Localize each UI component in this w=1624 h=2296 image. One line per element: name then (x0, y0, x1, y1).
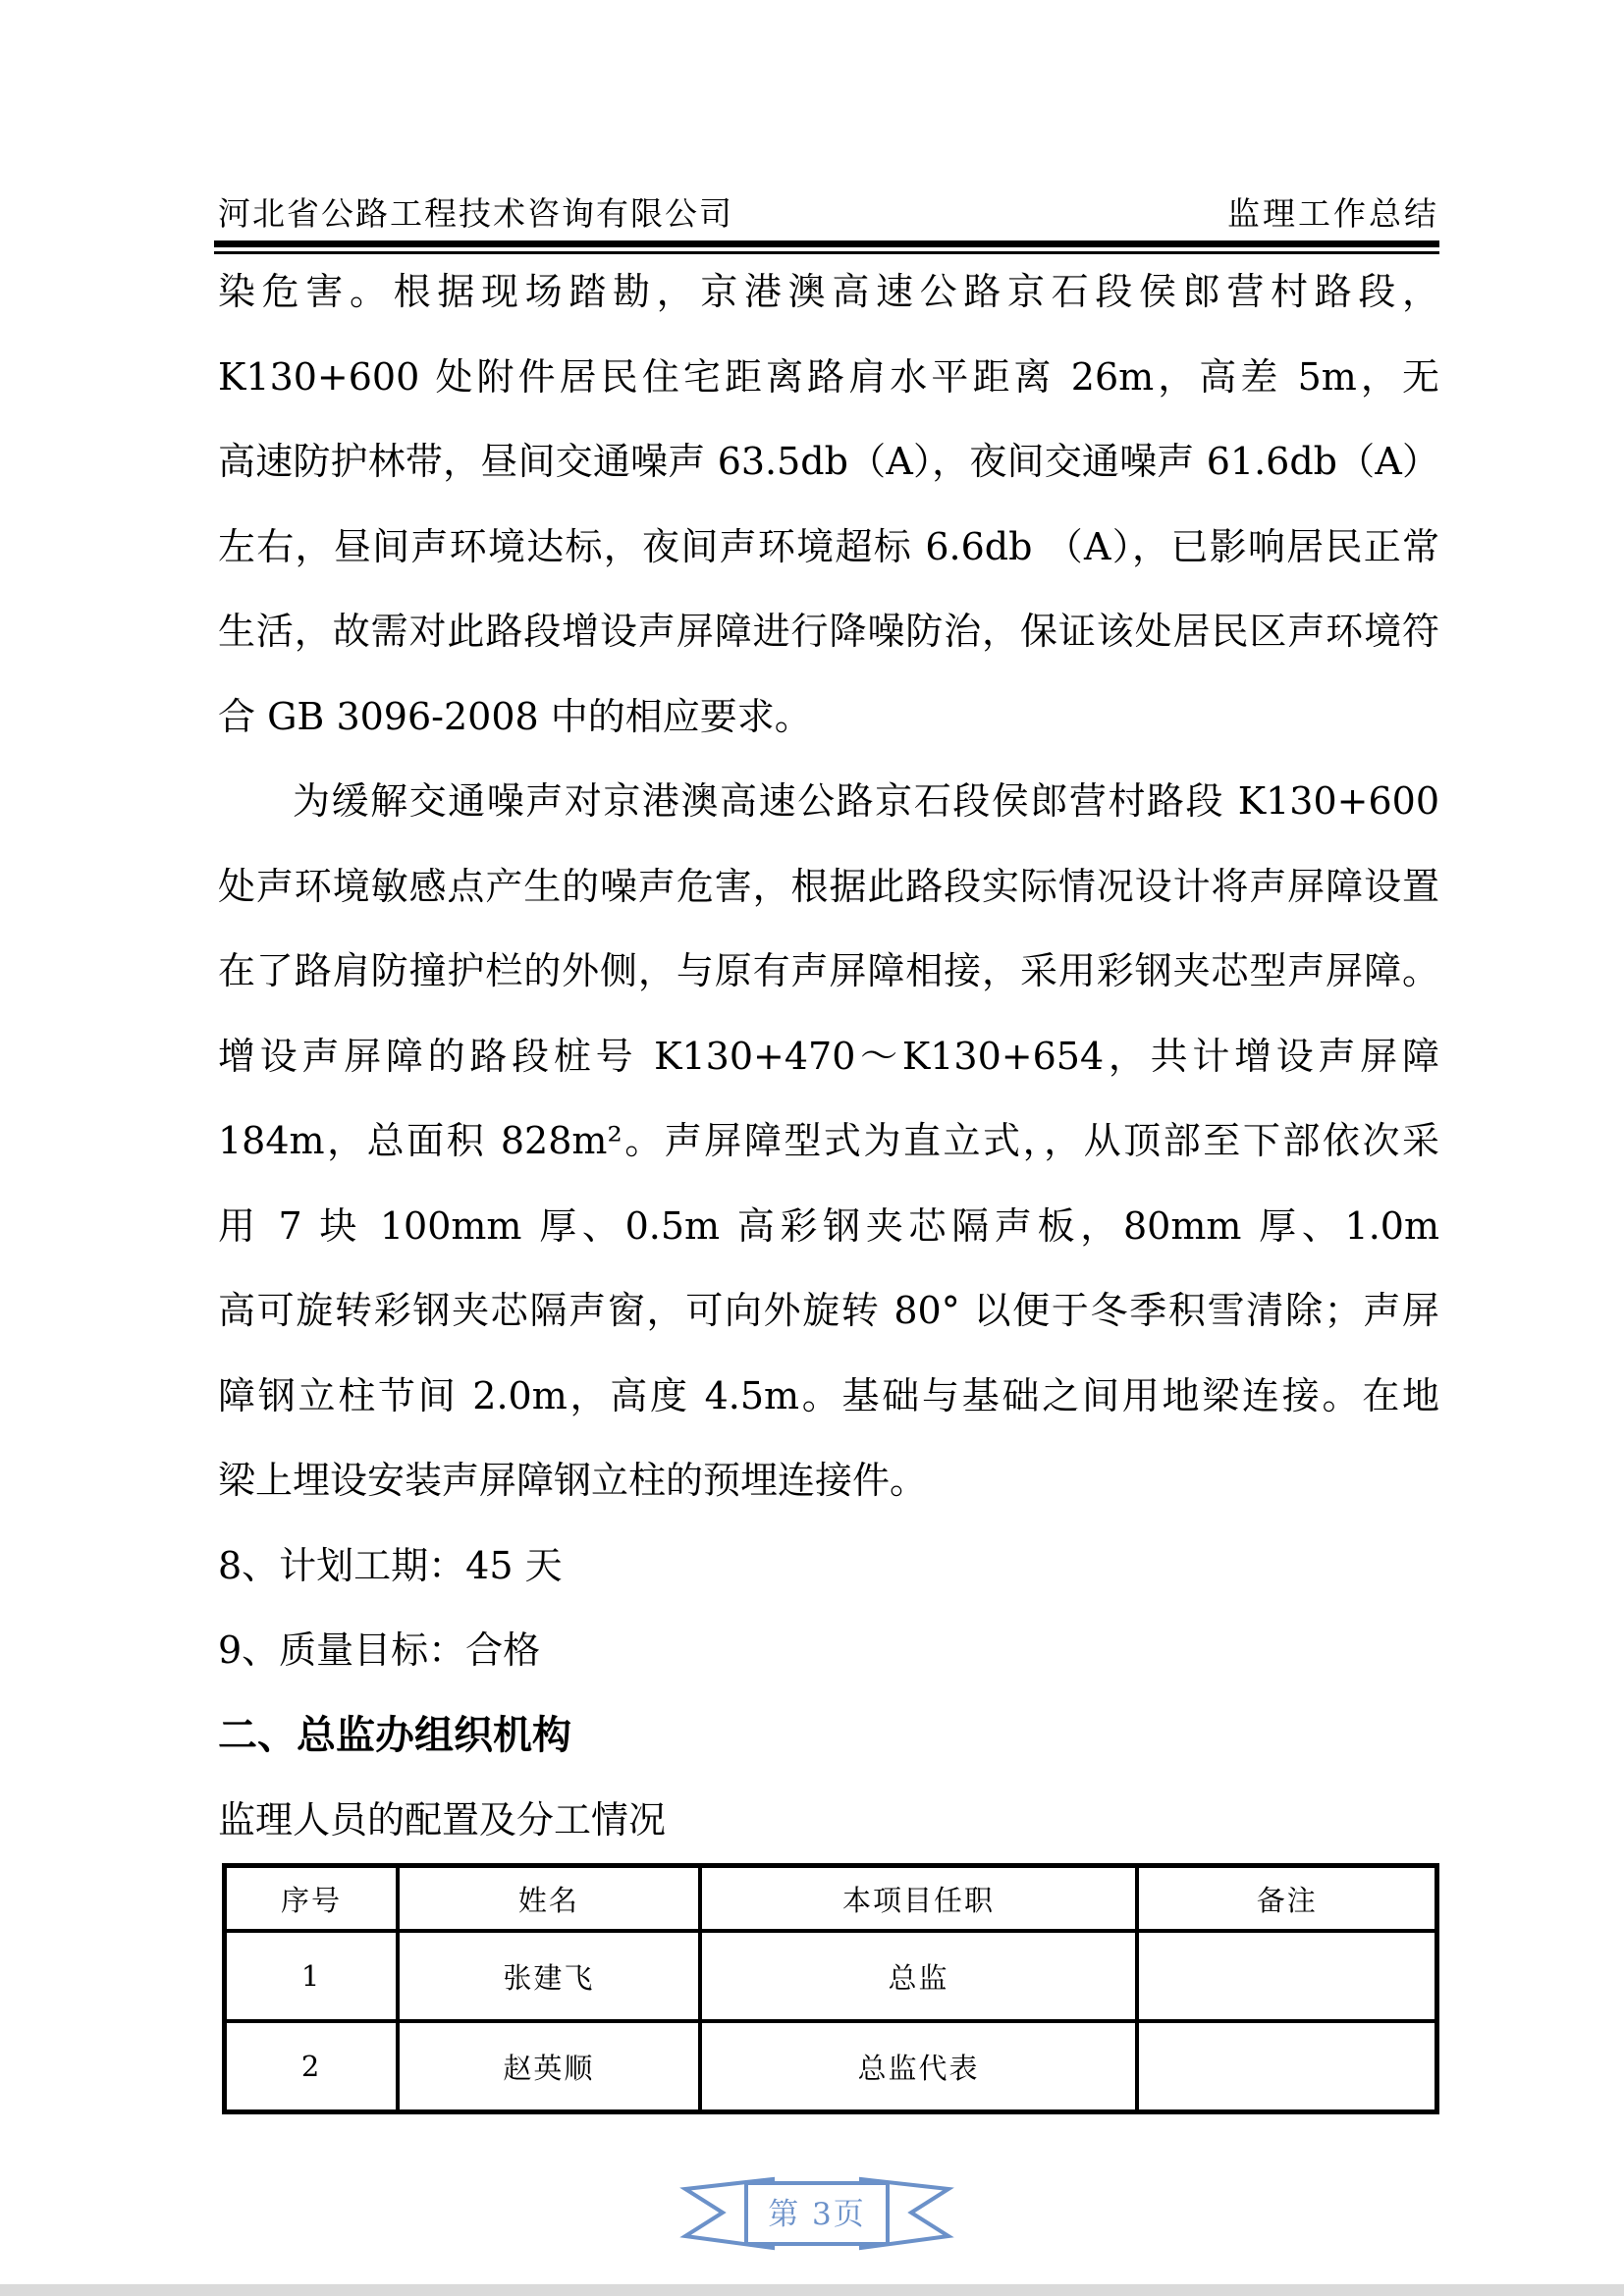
cell-index: 2 (225, 2021, 399, 2112)
page-bottom-scan-edge (0, 2284, 1624, 2296)
body-line: 在了路肩防撞护栏的外侧，与原有声屏障相接，采用彩钢夹芯型声屏障。 (218, 949, 1439, 992)
section-heading-organization: 二、总监办组织机构 (218, 1711, 571, 1758)
document-body (218, 249, 1439, 1863)
page-header (218, 188, 1439, 235)
body-line: 障钢立柱节间 2.0m，高度 4.5m。基础与基础之间用地梁连接。在地 (218, 1373, 1439, 1417)
cell-name: 张建飞 (398, 1931, 700, 2021)
body-line: 左右，昼间声环境达标，夜间声环境超标 6.6db （A），已影响居民正常 (218, 524, 1439, 568)
personnel-table (222, 1863, 1439, 2114)
body-line: 梁上埋设安装声屏障钢立柱的预埋连接件。 (218, 1459, 928, 1502)
body-line-plan-duration: 8、计划工期：45 天 (218, 1543, 563, 1587)
cell-note (1137, 2021, 1436, 2112)
cell-name: 赵英顺 (398, 2021, 700, 2112)
header-doc-title: 监理工作总结 (1227, 194, 1439, 233)
cell-index: 1 (225, 1931, 399, 2021)
col-header-note: 备注 (1137, 1866, 1436, 1932)
body-line: 184m，总面积 828m²。声屏障型式为直立式，，从顶部至下部依次采 (218, 1119, 1439, 1162)
body-line: 合 GB 3096-2008 中的相应要求。 (218, 694, 812, 738)
ribbon-banner-graphic (670, 2163, 964, 2262)
body-line: K130+600 处附件居民住宅距离路肩水平距离 26m，高差 5m，无 (218, 354, 1439, 399)
table-row (225, 1931, 1437, 2021)
body-line-staffing-caption: 监理人员的配置及分工情况 (218, 1798, 667, 1842)
body-line: 染危害。根据现场踏勘，京港澳高速公路京石段侯郎营村路段， (218, 270, 1439, 313)
body-line-quality-goal: 9、质量目标：合格 (218, 1629, 541, 1672)
table-header-row (225, 1866, 1437, 1932)
cell-role: 总监 (700, 1931, 1138, 2021)
cell-role: 总监代表 (700, 2021, 1138, 2112)
table-row (225, 2021, 1437, 2112)
body-line: 处声环境敏感点产生的噪声危害，根据此路段实际情况设计将声屏障设置 (218, 864, 1439, 908)
body-line: 为缓解交通噪声对京港澳高速公路京石段侯郎营村路段 K130+600 (293, 779, 1439, 823)
col-header-role: 本项目任职 (700, 1866, 1138, 1932)
col-header-name: 姓名 (398, 1866, 700, 1932)
body-line: 高速防护林带，昼间交通噪声 63.5db（A），夜间交通噪声 61.6db（A） (218, 440, 1439, 483)
cell-note (1137, 1931, 1436, 2021)
body-line: 生活，故需对此路段增设声屏障进行降噪防治，保证该处居民区声环境符 (218, 610, 1439, 653)
col-header-index: 序号 (225, 1866, 399, 1932)
header-company-name: 河北省公路工程技术咨询有限公司 (218, 194, 733, 233)
page-number-label: 第 3页 (768, 2197, 866, 2232)
body-line: 高可旋转彩钢夹芯隔声窗，可向外旋转 80° 以便于冬季积雪清除；声屏 (218, 1289, 1439, 1332)
body-line: 增设声屏障的路段桩号 K130+470～K130+654，共计增设声屏障 (218, 1034, 1439, 1078)
page-number-banner (670, 2163, 964, 2262)
body-line: 用 7 块 100mm 厚、0.5m 高彩钢夹芯隔声板，80mm 厚、1.0m (218, 1203, 1439, 1248)
